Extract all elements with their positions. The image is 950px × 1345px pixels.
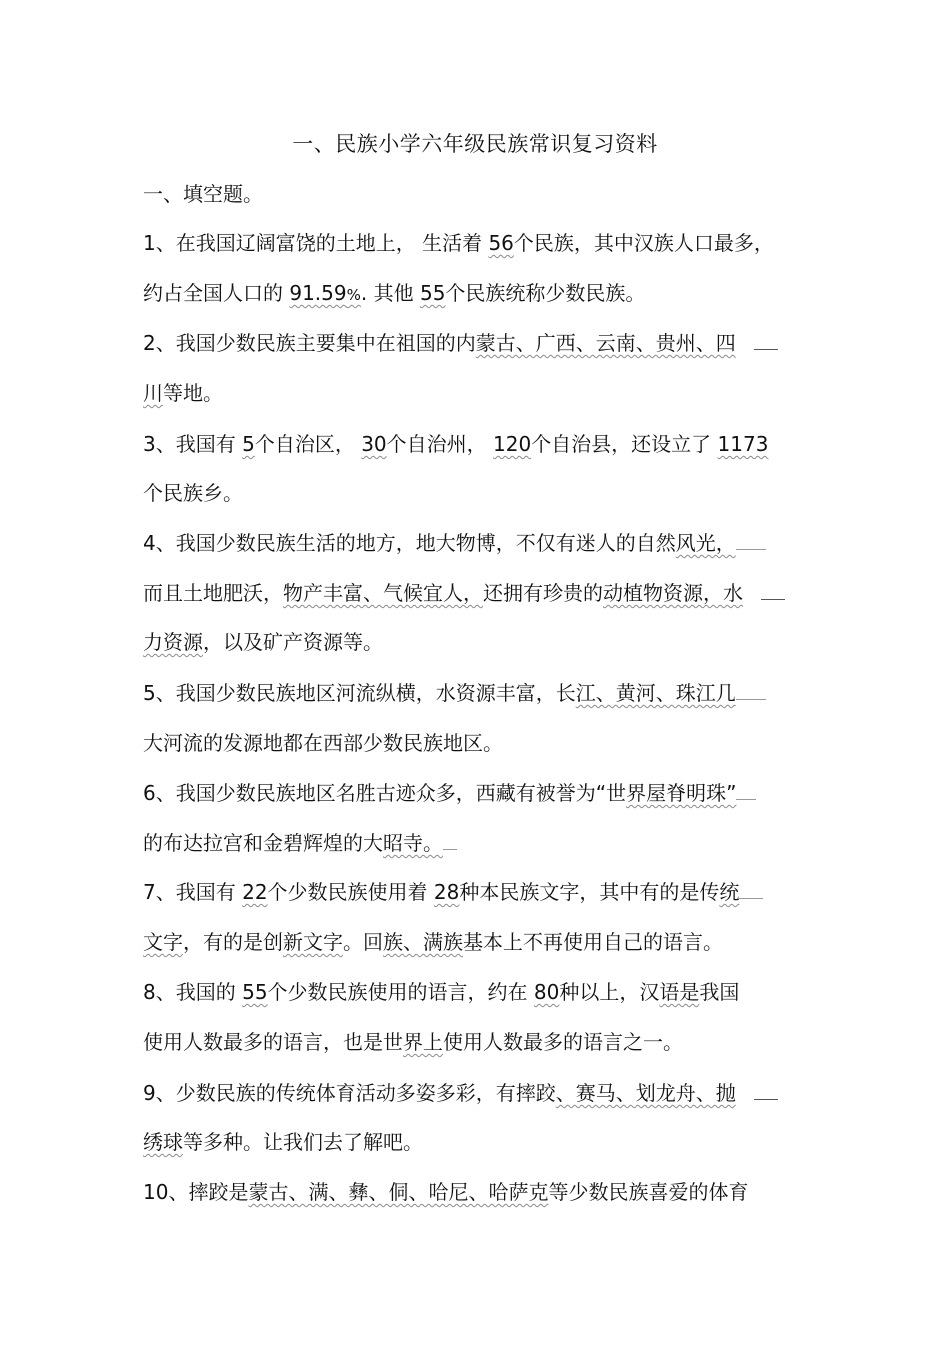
item-text: 8、我国的 [143, 980, 243, 1004]
item-10-line-1 [143, 1178, 748, 1206]
item-text: 1、在我国辽阔富饶的土地上， 生活着 [143, 231, 489, 255]
item-6-line-1 [143, 779, 756, 807]
answer-blank: 风光， [675, 531, 736, 555]
item-7-line-1 [143, 878, 763, 906]
answer-blank: 30 [361, 432, 387, 456]
item-text: 等少数民族喜爱的体育 [548, 1180, 749, 1204]
section-heading: 一、填空题。 [143, 182, 263, 206]
item-9-line-2 [143, 1128, 423, 1156]
item-text: 5、我国少数民族地区河流纵横，水资源丰富，长 [143, 681, 576, 705]
answer-blank: 28 [433, 880, 460, 904]
item-5-line-1 [143, 679, 766, 707]
answer-blank: 120 [493, 432, 532, 456]
item-text: 等地。 [163, 381, 223, 405]
item-text: 7、我国有 [143, 880, 243, 904]
item-5-line-2 [143, 729, 503, 757]
answer-blank: 91.59 [289, 281, 347, 305]
answer-blank: 界屋脊明珠” [626, 781, 737, 805]
item-text: 基本上不再使用自己的语言。 [463, 930, 723, 954]
answer-blank: 、赛马、划龙舟、抛 [555, 1081, 736, 1105]
item-text: 4、我国少数民族生活的地方，地大物博，不仅有迷人的自然 [143, 531, 676, 555]
item-2-line-2 [143, 379, 223, 407]
item-text: 个民族统称少数民族。 [445, 281, 646, 305]
item-text: 种以上，汉 [559, 980, 660, 1004]
item-text: 等多种。让我们去了解吧。 [183, 1130, 423, 1154]
answer-blank: 力资源 [143, 630, 203, 654]
item-text: 6、我国少数民族地区名胜古迹众多，西藏有被誉为“世 [143, 781, 627, 805]
answer-blank: 文字 [143, 930, 183, 954]
item-3-line-1 [143, 430, 768, 458]
item-3-line-2 [143, 479, 243, 507]
item-text: 个自治区， [254, 432, 362, 456]
item-4-line-2 [143, 579, 785, 607]
item-7-line-2 [143, 928, 723, 956]
item-text: ，有的是创 [183, 930, 283, 954]
answer-blank: 80 [533, 980, 560, 1004]
answer-blank: 55 [242, 980, 268, 1004]
item-text: 而且土地肥沃， [143, 581, 283, 605]
item-6-line-2 [143, 829, 457, 857]
item-text: 的布达拉宫和金碧辉煌的大 [143, 831, 383, 855]
item-1-line-1 [143, 229, 774, 257]
item-text: 约占全国人口的 [143, 281, 290, 305]
item-4-line-3 [143, 628, 383, 656]
item-text: 。回 [343, 930, 383, 954]
answer-blank: 绣球 [143, 1130, 183, 1154]
item-text: 3、我国有 [143, 432, 243, 456]
answer-blank: 物产丰富、气候宜人， [283, 581, 483, 605]
item-text: 个民族乡。 [143, 481, 243, 505]
item-text: 2、我国少数民族主要集中在祖国的内 [143, 331, 476, 355]
answer-blank: 界上 [403, 1030, 443, 1054]
answer-blank-line [754, 335, 778, 350]
item-text: 使用人数最多的语言之一。 [443, 1030, 683, 1054]
answer-blank: 昭寺。 [383, 831, 443, 855]
item-8-line-2 [143, 1028, 683, 1056]
answer-blank: 统 [719, 880, 740, 904]
answer-blank: 语是 [659, 980, 700, 1004]
answer-blank-line [754, 1085, 778, 1100]
item-1-line-2 [143, 279, 645, 309]
item-4-line-1 [143, 529, 766, 557]
answer-blank: 56 [488, 231, 514, 255]
item-8-line-1 [143, 978, 739, 1006]
item-text: 个自治县，还设立了 [531, 432, 718, 456]
item-text: 个民族，其中汉族人口最多， [513, 231, 774, 255]
answer-blank-line [443, 835, 457, 850]
answer-blank-line [736, 785, 756, 800]
answer-blank-line [739, 884, 763, 899]
item-text: ，以及矿产资源等。 [203, 630, 383, 654]
answer-blank: 1173 [717, 432, 769, 456]
answer-blank: 动植物资源，水 [603, 581, 743, 605]
answer-blank: 55 [419, 281, 446, 305]
answer-blank: 22 [242, 880, 268, 904]
item-text: 大河流的发源地都在西部少数民族地区。 [143, 731, 503, 755]
answer-blank: 蒙古、广西、云南、贵州、四 [475, 331, 736, 355]
item-text: 个自治州， [386, 432, 493, 456]
item-text: 种本民族文字，其中有的是传 [459, 880, 720, 904]
item-text: 还拥有珍贵的 [483, 581, 603, 605]
answer-blank: 蒙古、满、彝、侗、哈尼、哈萨克 [248, 1180, 549, 1204]
item-2-line-1 [143, 329, 778, 357]
answer-blank: 江、黄河、珠江几 [575, 681, 736, 705]
item-text: 个少数民族使用着 [267, 880, 434, 904]
answer-blank: 川 [143, 381, 163, 405]
percent-sign: % [346, 286, 361, 304]
item-text: . 其他 [360, 281, 420, 305]
answer-blank-line [761, 585, 785, 600]
answer-blank-line [736, 535, 766, 550]
item-text: 个少数民族使用的语言，约在 [267, 980, 534, 1004]
item-text: 9、少数民族的传统体育活动多姿多彩，有摔跤 [143, 1081, 556, 1105]
answer-blank: 族、满族 [383, 930, 463, 954]
item-text: 使用人数最多的语言，也是世 [143, 1030, 403, 1054]
answer-blank-line [736, 685, 766, 700]
item-text: 10、摔跤是 [143, 1180, 249, 1204]
answer-blank: 5 [242, 432, 255, 456]
document-title: 一、民族小学六年级民族常识复习资料 [292, 132, 658, 156]
answer-blank: 新文字 [283, 930, 343, 954]
item-text: 我国 [699, 980, 740, 1004]
item-9-line-1 [143, 1079, 778, 1107]
